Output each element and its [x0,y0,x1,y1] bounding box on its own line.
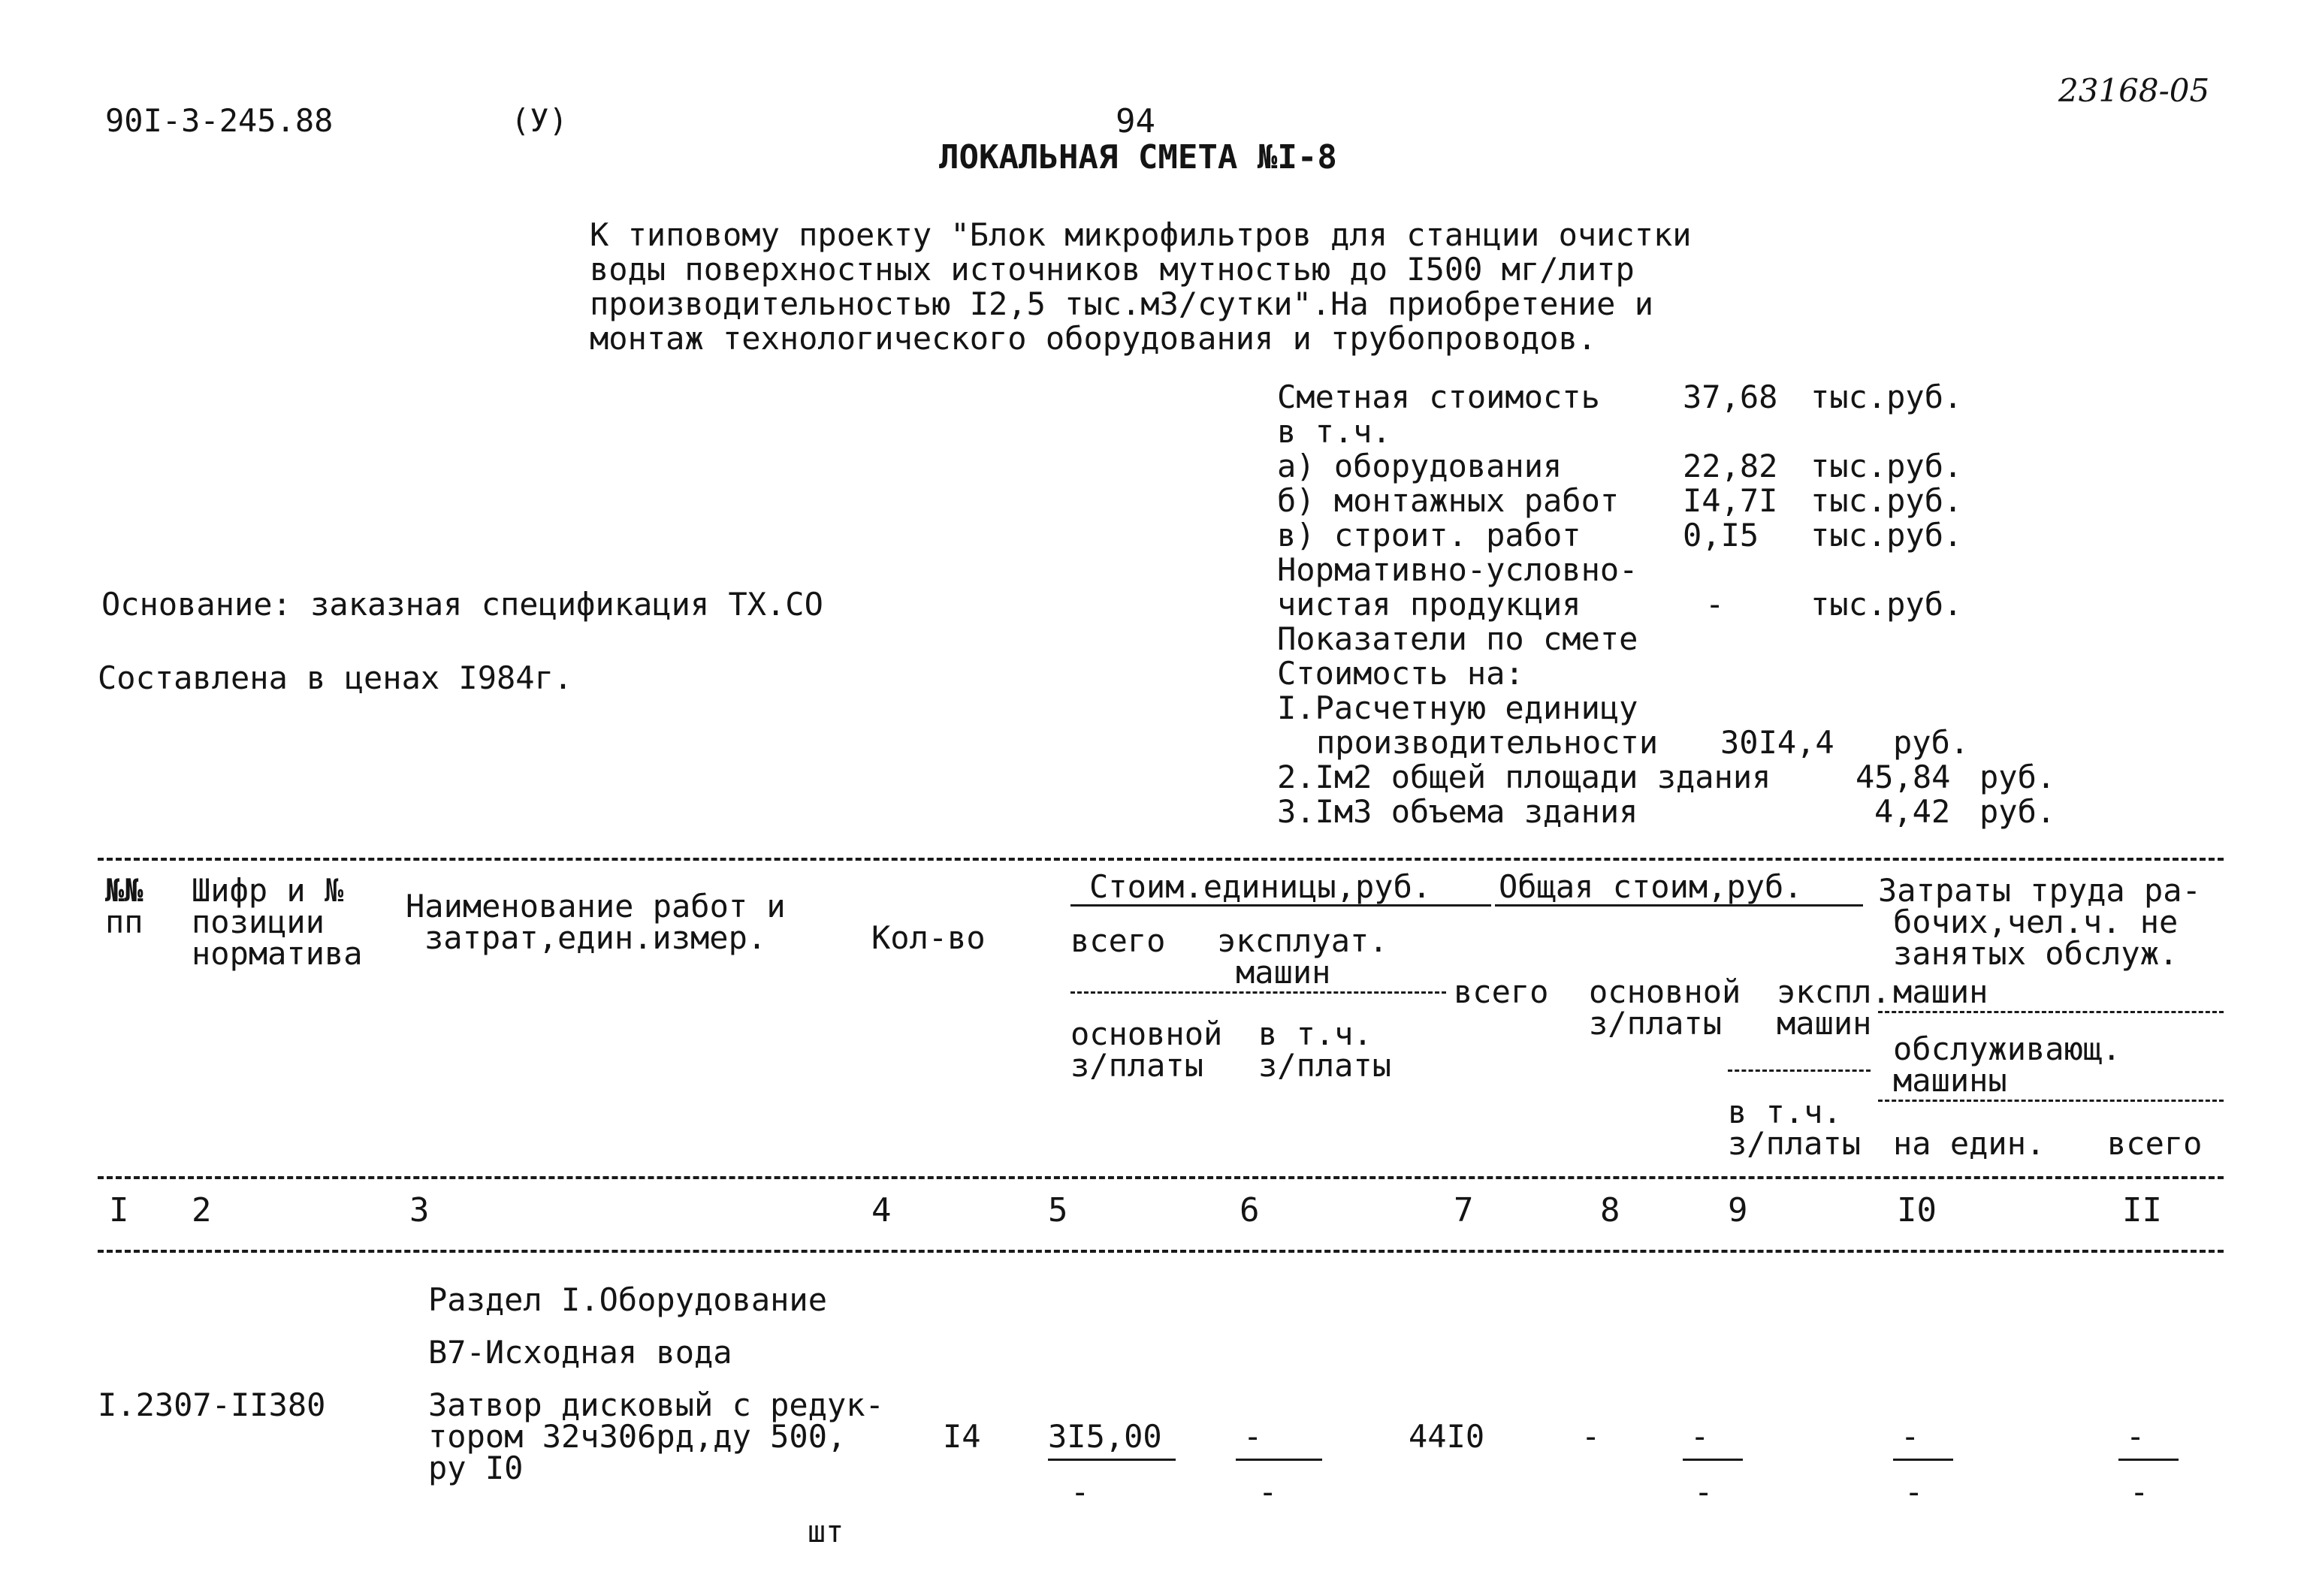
cost-value: 0,I5 [1683,517,1759,554]
column-number: 6 [1240,1191,1260,1229]
column-number: 8 [1600,1191,1620,1229]
header-col3: Наименование работ и [406,888,786,925]
labor-dashed-rule [1878,1011,2224,1013]
indicator-unit: руб. [1979,759,2056,795]
row-name: тором 32ч306рд,ду 500, [428,1418,847,1455]
row-machines-underline [1236,1459,1322,1461]
header-col6: машин [1236,954,1331,991]
cost-label: в) строит. работ [1277,517,1581,554]
table-header-bottom-rule [98,1176,2224,1179]
header-labor-title: бочих,чел.ч. не [1893,904,2179,940]
header-col1: №№ [105,872,143,909]
row-machines: - [1243,1418,1263,1455]
row-labor-unit-serv: - [1904,1474,1924,1510]
header-unit-cost-title: Стоим.единицы,руб. [1089,868,1432,905]
cost-label: б) монтажных работ [1277,482,1620,519]
row-labor-unit-underline [1893,1459,1953,1461]
subsection-title: В7-Исходная вода [428,1334,732,1371]
indicators-subheading: Стоимость на: [1277,655,1524,692]
cost-value: I4,7I [1683,482,1778,519]
cost-unit: тыс.руб. [1810,448,1963,484]
header-col6: з/платы [1258,1047,1392,1084]
header-col2: Шифр и № [192,872,344,909]
column-number: 2 [192,1191,212,1229]
header-col10: на един. [1893,1125,2046,1162]
document-title: ЛОКАЛЬНАЯ СМЕТА №I-8 [939,138,1337,176]
cost-label: в т.ч. [1277,413,1391,450]
intro-line: производительностью I2,5 тыс.м3/сутки".На приобретение и [590,285,1654,322]
indicator-label: 3.Iм3 объема здания [1277,793,1638,830]
column-number: II [2122,1191,2162,1229]
column-number: I0 [1897,1191,1937,1229]
total-cost-underline [1495,904,1863,907]
intro-line: воды поверхностных источников мутностью до I500 мг/литр [590,251,1635,288]
column-number: I [109,1191,129,1229]
cost-unit: тыс.руб. [1810,586,1963,623]
cost-unit: тыс.руб. [1810,517,1963,554]
header-labor-title: занятых обслуж. [1893,935,2179,972]
row-labor-total-serv: - [2130,1474,2149,1510]
header-col5: основной [1070,1015,1223,1052]
row-unit-cost-wage: - [1070,1474,1090,1510]
section-title: Раздел I.Оборудование [428,1281,828,1318]
header-col3: затрат,един.измер. [424,919,767,956]
indicator-unit: руб. [1893,724,1970,761]
row-labor-unit: - [1901,1418,1920,1455]
row-total: 44I0 [1409,1418,1485,1455]
cost-value: 22,82 [1683,448,1778,484]
cost-label: а) оборудования [1277,448,1563,484]
row-labor-total: - [2126,1418,2145,1455]
indicators-heading: Показатели по смете [1277,620,1638,657]
column-number: 3 [409,1191,430,1229]
header-labor-serving: машины [1893,1062,2007,1099]
column-numbers-bottom-rule [98,1250,2224,1253]
intro-line: монтаж технологического оборудования и трубопроводов. [590,320,1597,357]
row-machines-wage: - [1258,1474,1278,1510]
row-unit: шт [808,1515,844,1549]
header-col5: з/платы [1070,1047,1204,1084]
cost-unit: тыс.руб. [1810,482,1963,519]
header-labor-title: Затраты труда ра- [1878,872,2201,909]
header-col8: з/платы [1589,1005,1723,1042]
labor-serving-dashed-rule [1878,1100,2224,1102]
header-col11: всего [2107,1125,2203,1162]
header-col2: норматива [192,935,363,972]
row-total-machines: - [1690,1418,1710,1455]
indicator-value: 30I4,4 [1720,724,1834,761]
handwritten-number: 23168-05 [2058,72,2210,109]
row-name: ру I0 [428,1450,524,1486]
indicator-label: 2.Iм2 общей площади здания [1277,759,1771,795]
row-labor-total-underline [2118,1459,2179,1461]
indicator-value: 4,42 [1874,793,1951,830]
cost-value: 37,68 [1683,379,1778,415]
indicator-unit: руб. [1979,793,2056,830]
cost-label: чистая продукция [1277,586,1581,623]
cost-value: - [1705,586,1725,623]
project-code: 90I-3-245.88 [105,102,334,139]
header-col1: пп [105,904,143,940]
row-total-wage: - [1581,1418,1601,1455]
row-position: I.2307-II380 [98,1386,326,1423]
col9-dashed-rule [1728,1070,1871,1072]
row-quantity: I4 [943,1418,981,1455]
row-unit-cost-underline [1048,1459,1176,1461]
header-col2: позиции [192,904,325,940]
header-col5: всего [1070,922,1166,959]
unit-cost-underline [1070,904,1491,907]
column-number: 5 [1048,1191,1068,1229]
row-name: Затвор дисковый с редук- [428,1386,884,1423]
indicator-label: производительности [1316,724,1659,761]
intro-line: К типовому проекту "Блок микрофильтров для станции очистки [590,216,1692,253]
header-col4: Кол-во [871,919,986,956]
header-col9: з/платы [1728,1125,1862,1162]
column-number: 9 [1728,1191,1748,1229]
page-number: 94 [1116,102,1155,140]
cost-label: Нормативно-условно- [1277,551,1638,588]
header-col8: основной [1589,973,1741,1010]
header-total-cost-title: Общая стоим,руб. [1499,868,1803,905]
row-unit-cost-total: 3I5,00 [1048,1418,1162,1455]
header-labor-serving: обслуживающ. [1893,1030,2121,1067]
column-number: 4 [871,1191,892,1229]
basis-text: Основание: заказная спецификация ТХ.СО [101,586,823,623]
prices-text: Составлена в ценах I984г. [98,659,573,696]
col5-6-dashed-rule [1070,991,1446,994]
header-col9: машин [1777,1005,1872,1042]
header-col9: в т.ч. [1728,1094,1842,1130]
header-col6: в т.ч. [1258,1015,1372,1052]
header-col6: эксплуат. [1217,922,1388,959]
header-col7: всего [1454,973,1549,1010]
indicator-value: 45,84 [1856,759,1951,795]
cost-unit: тыс.руб. [1810,379,1963,415]
row-total-machines-wage: - [1694,1474,1714,1510]
table-top-rule [98,858,2224,861]
cost-label: Сметная стоимость [1277,379,1600,415]
header-labor-machines: машин [1893,973,1988,1010]
column-number: 7 [1454,1191,1474,1229]
row-total-machines-underline [1683,1459,1743,1461]
indicator-label: I.Расчетную единицу [1277,689,1638,726]
marker: (У) [511,102,568,139]
header-col9: экспл. [1777,973,1891,1010]
